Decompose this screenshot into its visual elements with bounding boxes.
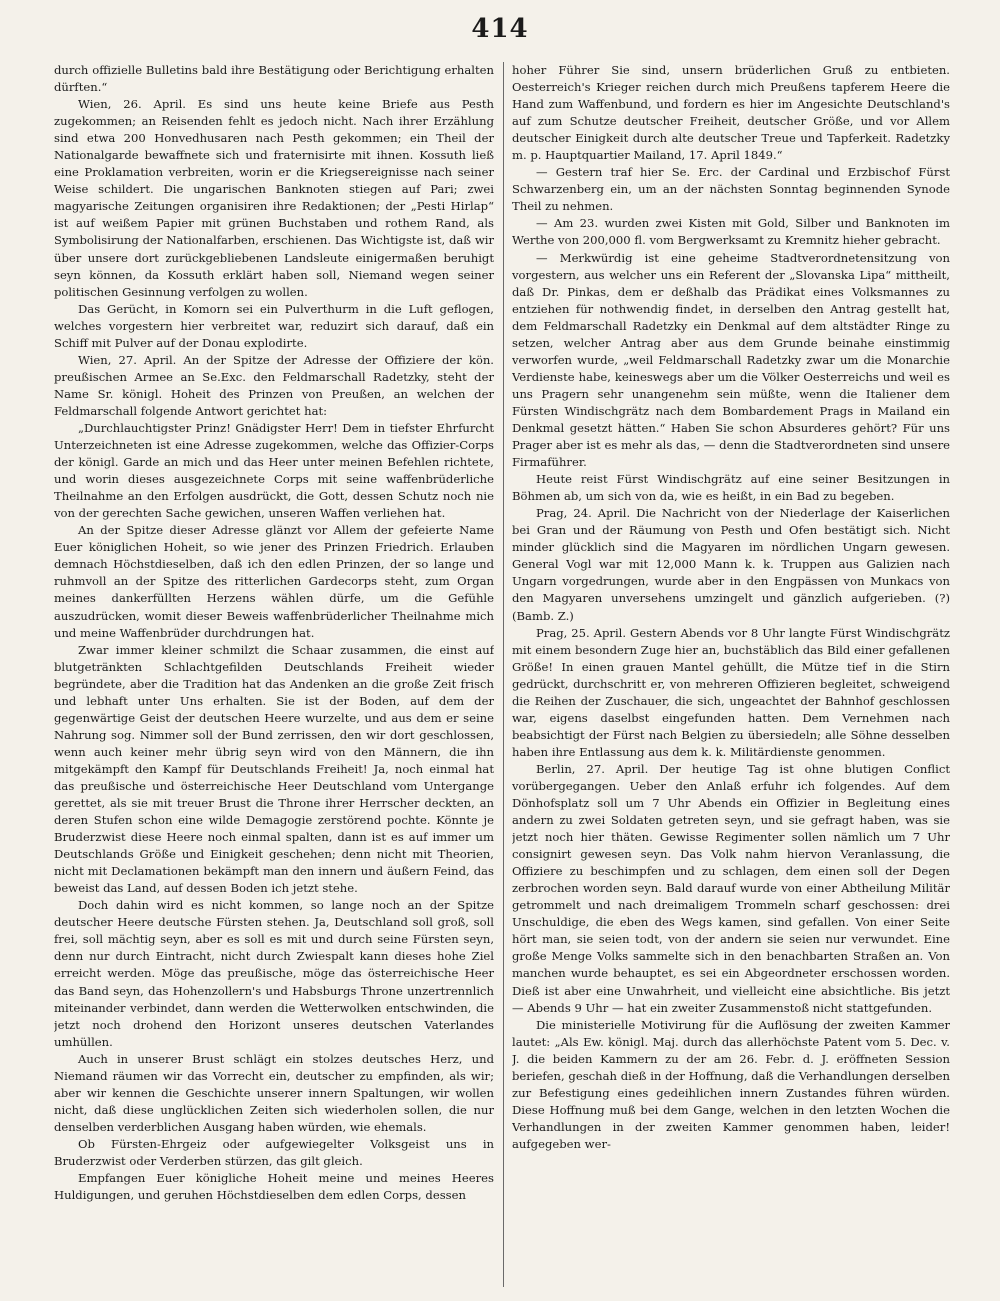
paragraph: durch offizielle Bulletins bald ihre Bestätigung oder Berichtigung erhalten dürften.“ bbox=[54, 63, 494, 95]
paragraph: hoher Führer Sie sind, unsern brüderlichen Gruß zu entbieten. Oesterreich's Krieger reichen durch mich Preußens tapferem Heere die Hand zum Waffenbund, und fordern es hier im Angesichte Deutschland's auf zum Schutze deutscher Freiheit, deutscher Größe, und vor Allem deutscher Einigkeit durch alte deutscher Treue und Tapferkeit. Radetzky m. p. Hauptquartier Mailand, 17. April 1849.“ bbox=[512, 63, 950, 163]
page-number: 414 bbox=[471, 14, 529, 44]
paragraph: Heute reist Fürst Windischgrätz auf eine seiner Besitzungen in Böhmen ab, um sich von da, wie es heißt, in ein Bad zu begeben. bbox=[512, 472, 950, 504]
column-divider bbox=[503, 62, 504, 1287]
paragraph: Prag, 25. April. Gestern Abends vor 8 Uhr langte Fürst Windischgrätz mit einem besondern Zuge hier an, buchstäblich das Bild einer gefallenen Größe! In einen grauen Mantel gehüllt, die Mütze tief in die Stirn gedrückt, durchschritt er, von mehreren Offizieren begleitet, schweigend die Reihen der Zuschauer, die sich, ungeachtet der Bahnhof geschlossen war, eigens daselbst eingefunden hatten. Dem Vernehmen nach beabsichtigt der Fürst nach Belgien zu übersiedeln; alle Söhne desselben haben ihre Entlassung aus dem k. k. Militärdienste genommen. bbox=[512, 625, 950, 759]
paragraph: Das Gerücht, in Komorn sei ein Pulverthurm in die Luft geflogen, welches vorgestern hier verbreitet war, reduzirt sich darauf, daß ein Schiff mit Pulver auf der Donau explodirte. bbox=[54, 301, 494, 350]
paragraph: Auch in unserer Brust schlägt ein stolzes deutsches Herz, und Niemand räumen wir das Vorrecht ein, deutscher zu empfinden, als wir; aber wir kennen die Geschichte unserer innern Spaltungen, wir wollen nicht, daß diese unglücklichen Zeiten sich wiederholen sollen, die nur denselben verderblichen Ausgang haben würden, wie ehemals. bbox=[54, 1051, 494, 1134]
paragraph: Wien, 26. April. Es sind uns heute keine Briefe aus Pesth zugekommen; an Reisenden fehlt es jedoch nicht. Nach ihrer Erzählung sind etwa 200 Honvedhusaren nach Pesth gekommen; ein Theil der Nationalgarde bewaffnete sich und fraternisirte mit ihnen. Kossuth ließ eine Proklamation verbreiten, worin er die Kriegsereignisse nach seiner Weise schildert. Die ungarischen Banknoten stiegen auf Pari; zwei magyarische Zeitungen organisiren ihre Redaktionen; der „Pesti Hirlap“ ist auf weißem Papier mit grünen Buchstaben und rothem Rand, als Symbolisirung der Nationalfarben, erschienen. Das Wichtigste ist, daß wir über unsere dort zurückgebliebenen Landsleute einigermaßen beruhigt seyn können, da Kossuth erklärt haben soll, Niemand wegen seiner politischen Gesinnung verfolgen zu wollen. bbox=[54, 97, 494, 299]
paragraph: Berlin, 27. April. Der heutige Tag ist ohne blutigen Conflict vorübergegangen. Ueber den Anlaß erfuhr ich folgendes. Auf dem Dönhofsplatz soll um 7 Uhr Abends ein Offizier in Begleitung eines andern zu zwei Soldaten getreten seyn, und sie gefragt haben, was sie jetzt noch hier thäten. Gewisse Regimenter sollen nämlich um 7 Uhr consignirt gewesen seyn. Das Volk nahm hiervon Veranlassung, die Offiziere zu beschimpfen und zu schlagen, dem einen soll der Degen zerbrochen worden seyn. Bald darauf wurde von einer Abtheilung Militär getrommelt und nach dreimaligem Trommeln scharf geschossen: drei Unschuldige, die eben des Wegs kamen, sind gefallen. Von einer Seite hört man, sie seien todt, von der andern sie seien nur verwundet. Eine große Menge Volks sammelte sich in den benachbarten Straßen an. Von manchen wurde behauptet, es sei ein Abgeordneter erschossen worden. Dieß ist aber eine Unwahrheit, und vielleicht eine absichtliche. Bis jetzt — Abends 9 Uhr — hat ein zweiter Zusammenstoß nicht stattgefunden. bbox=[512, 761, 950, 1015]
left-column bbox=[54, 62, 494, 1287]
paragraph: Zwar immer kleiner schmilzt die Schaar zusammen, die einst auf blutgetränkten Schlachtgefilden Deutschlands Freiheit wieder begründete, aber die Tradition hat das Andenken an die große Zeit frisch und lebhaft unter Uns erhalten. Sie ist der Boden, auf dem der gegenwärtige Geist der deutschen Heere wurzelte, und aus dem er seine Nahrung sog. Nimmer soll der Bund zerrissen, den wir dort geschlossen, wenn auch keiner mehr übrig seyn wird von den Männern, die ihn mitgekämpft den Kampf für Deutschlands Freiheit! Ja, noch einmal hat das preußische und österreichische Heer Deutschland vom Untergange gerettet, als sie mit treuer Brust die Throne ihrer Herrscher deckten, an deren Stufen schon eine wilde Demagogie zerstörend pochte. Könnte je Bruderzwist diese Heere noch einmal spalten, dann ist es auf immer um Deutschlands Größe und Einigkeit geschehen; denn nicht mit Theorien, nicht mit Declamationen bekämpft man den innern und äußern Feind, das beweist das Land, auf dessen Boden ich jetzt stehe. bbox=[54, 642, 494, 896]
paragraph: — Gestern traf hier Se. Erc. der Cardinal und Erzbischof Fürst Schwarzenberg ein, um an der nächsten Sonntag beginnenden Synode Theil zu nehmen. bbox=[512, 165, 950, 214]
paragraph: „Durchlauchtigster Prinz! Gnädigster Herr! Dem in tiefster Ehrfurcht Unterzeichneten ist eine Adresse zugekommen, welche das Offizier-Corps der königl. Garde an mich und das Heer unter meinen Befehlen richtete, und worin dieses ausgezeichnete Corps mit seine waffenbrüderliche Theilnahme an den Erfolgen ausdrückt, die Gott, dessen Schutz noch nie von der gerechten Sache gewichen, unseren Waffen verliehen hat. bbox=[54, 420, 494, 521]
paragraph: — Merkwürdig ist eine geheime Stadtverordnetensitzung von vorgestern, aus welcher uns ein Referent der „Slovanska Lipa“ mittheilt, daß Dr. Pinkas, dem er deßhalb das Prädikat eines Volksmannes zu entziehen für nothwendig findet, in derselben den Antrag gestellt hat, dem Feldmarschall Radetzky ein Denkmal auf dem altstädter Ringe zu setzen, welcher Antrag aber aus dem Grunde beinahe einstimmig verworfen wurde, „weil Feldmarschall Radetzky zwar um die Monarchie Verdienste habe, keineswegs aber um die Völker Oesterreichs und weil es uns Pragern sehr unangenehm sein müßte, wenn die Italiener dem Fürsten Windischgrätz nach dem Bombardement Prags in Mailand ein Denkmal gesetzt hätten.“ Haben Sie schon Absurderes gehört? Für uns Prager aber ist es mehr als das, — denn die Stadtverordneten sind unsere Firmaführer. bbox=[512, 250, 950, 470]
paragraph: Wien, 27. April. An der Spitze der Adresse der Offiziere der kön. preußischen Armee an Se.Exc. den Feldmarschall Radetzky, steht der Name Sr. königl. Hoheit des Prinzen von Preußen, an welchen der Feldmarschall folgende Antwort gerichtet hat: bbox=[54, 352, 494, 418]
paragraph: Prag, 24. April. Die Nachricht von der Niederlage der Kaiserlichen bei Gran und der Räumung von Pesth und Ofen bestätigt sich. Nicht minder glücklich sind die Magyaren im nördlichen Ungarn gewesen. General Vogl war mit 12,000 Mann k. k. Truppen aus Galizien nach Ungarn vorgedrungen, wurde aber in den Engpässen von Munkacs von den Magyaren unversehens umzingelt und gänzlich aufgerieben. (?) (Bamb. Z.) bbox=[512, 506, 950, 623]
right-column bbox=[512, 62, 950, 1287]
paragraph: Empfangen Euer königliche Hoheit meine und meines Heeres Huldigungen, und geruhen Höchstdieselben dem edlen Corps, dessen bbox=[54, 1171, 494, 1203]
paragraph: Die ministerielle Motivirung für die Auflösung der zweiten Kammer lautet: „Als Ew. königl. Maj. durch das allerhöchste Patent vom 5. Dec. v. J. die beiden Kammern zu der am 26. Febr. d. J. eröffneten Session beriefen, geschah dieß in der Hoffnung, daß die Verhandlungen derselben zur Befestigung eines gedeihlichen innern Zustandes führen würden. Diese Hoffnung muß bei dem Gange, welchen in den letzten Wochen die Verhandlungen in der zweiten Kammer genommen haben, leider! aufgegeben wer- bbox=[512, 1017, 950, 1151]
paragraph: Ob Fürsten-Ehrgeiz oder aufgewiegelter Volksgeist uns in Bruderzwist oder Verderben stürzen, das gilt gleich. bbox=[54, 1136, 494, 1168]
paragraph: — Am 23. wurden zwei Kisten mit Gold, Silber und Banknoten im Werthe von 200,000 fl. vom Bergwerksamt zu Kremnitz hieher gebracht. bbox=[512, 216, 950, 248]
paragraph: An der Spitze dieser Adresse glänzt vor Allem der gefeierte Name Euer königlichen Hoheit, so wie jener des Prinzen Friedrich. Erlauben demnach Höchstdieselben, daß ich den edlen Prinzen, der so lange und ruhmvoll an der Spitze des ritterlichen Gardecorps steht, zum Organ meines dankerfüllten Herzens wählen dürfe, um die Gefühle auszudrücken, womit dieser Beweis waffenbrüderlicher Theilnahme mich und meine Waffenbrüder durchdrungen hat. bbox=[54, 523, 494, 640]
paragraph: Doch dahin wird es nicht kommen, so lange noch an der Spitze deutscher Heere deutsche Fürsten stehen. Ja, Deutschland soll groß, soll frei, soll mächtig seyn, aber es soll es mit und durch seine Fürsten seyn, denn nur durch Eintracht, nicht durch Zwiespalt kann dieses hohe Ziel erreicht werden. Möge das preußische, möge das österreichische Heer das Band seyn, das Hohenzollern's und Habsburgs Throne unzertrennlich miteinander verbindet, dann werden die Wetterwolken entschwinden, die jetzt noch drohend den Horizont unseres deutschen Vaterlandes umhüllen. bbox=[54, 898, 494, 1049]
